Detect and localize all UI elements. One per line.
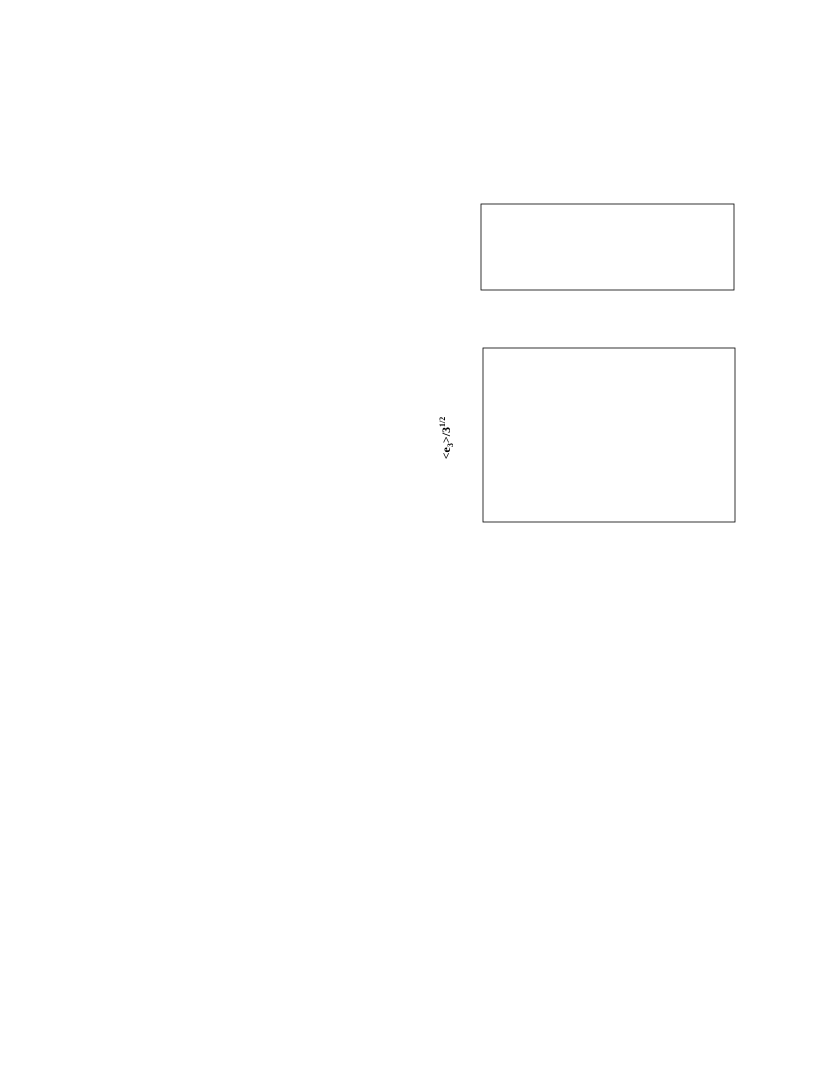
figure-1b xyxy=(436,330,758,552)
arxiv-stamp xyxy=(18,250,58,810)
plot-frame xyxy=(483,348,735,522)
left-column xyxy=(70,192,404,206)
plot-frame xyxy=(481,204,734,290)
y-axis-label: $<e_3>/3^{1/2}$ xyxy=(438,416,455,460)
figure-1a xyxy=(436,196,758,328)
